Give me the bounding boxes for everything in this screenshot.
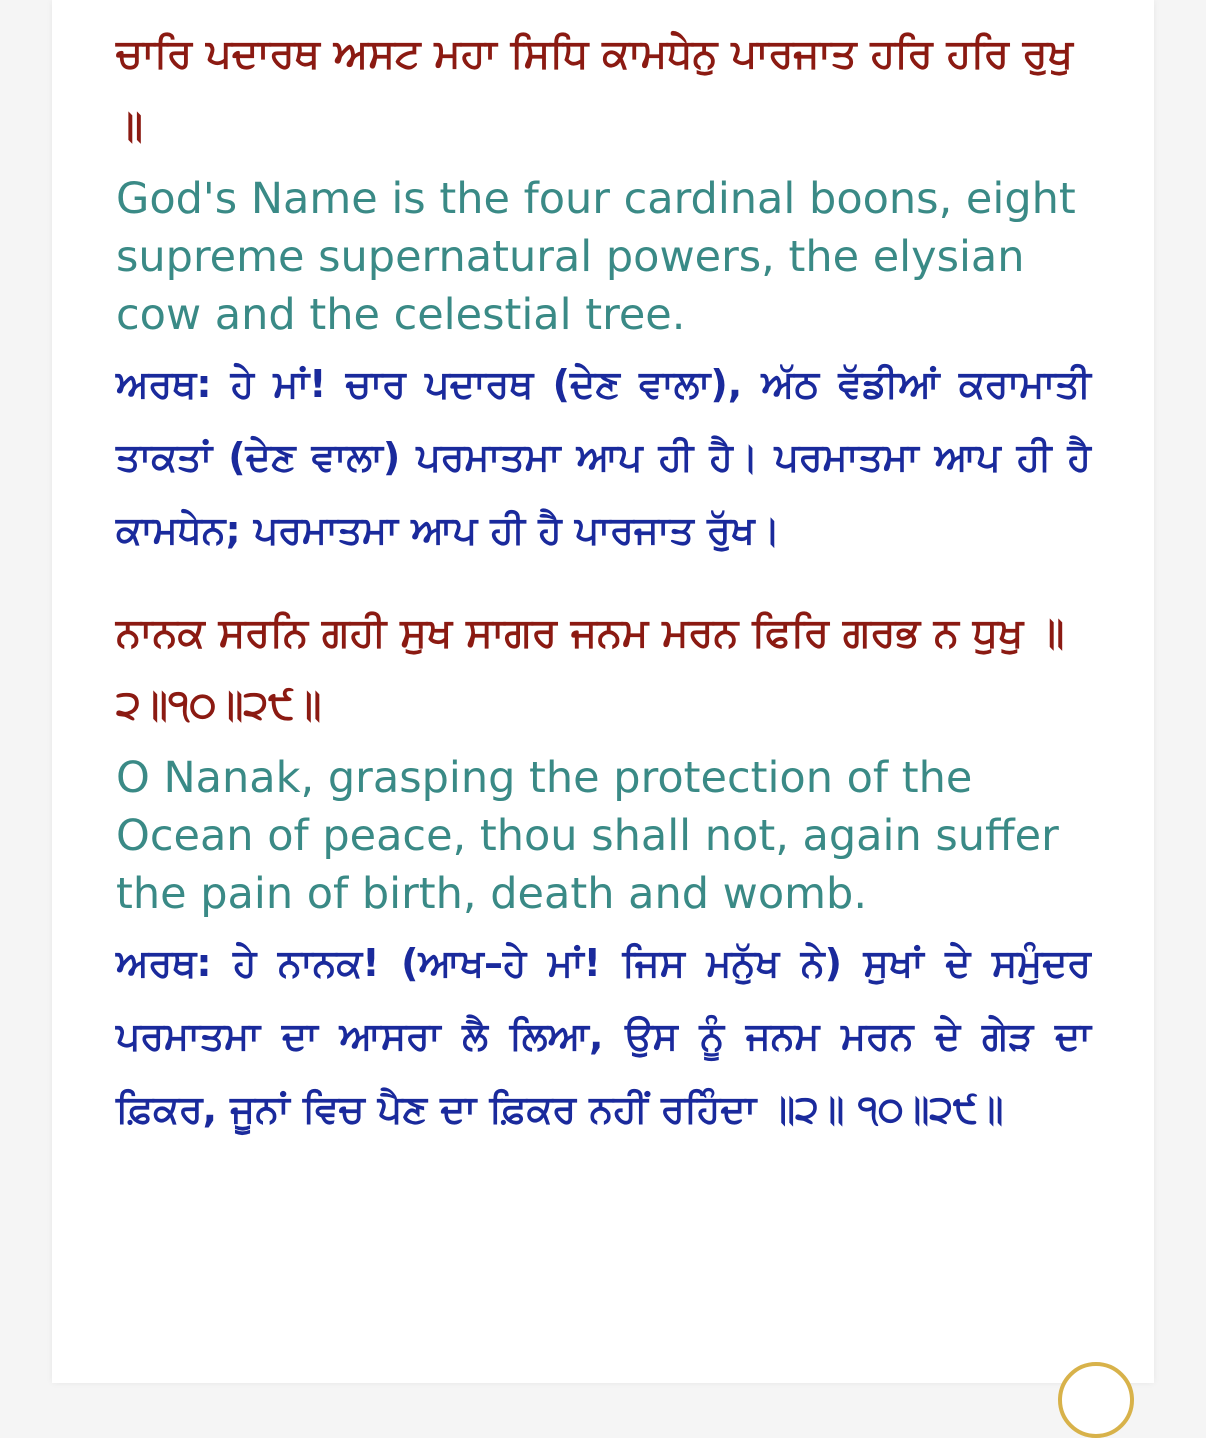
punjabi-meaning: ਅਰਥ: ਹੇ ਨਾਨਕ! (ਆਖ–ਹੇ ਮਾਂ! ਜਿਸ ਮਨੁੱਖ ਨੇ) ਸੁਖਾਂ ਦੇ ਸਮੁੰਦਰ ਪਰਮਾਤਮਾ ਦਾ ਆਸਰਾ ਲੈ ਲਿਆ, ਉਸ ਨੂੰ ਜਨਮ ਮਰਨ ਦੇ ਗੇੜ ਦਾ ਫ਼ਿਕਰ, ਜੂਨਾਂ ਵਿਚ ਪੈਣ ਦਾ ਫ਼ਿਕਰ ਨਹੀਂ ਰਹਿੰਦਾ ॥੨॥ ੧੦॥੨੯॥ xyxy=(116,941,1091,1131)
shabad-content xyxy=(116,18,1091,1146)
punjabi-meaning: ਅਰਥ: ਹੇ ਮਾਂ! ਚਾਰ ਪਦਾਰਥ (ਦੇਣ ਵਾਲਾ), ਅੱਠ ਵੱਡੀਆਂ ਕਰਾਮਾਤੀ ਤਾਕਤਾਂ (ਦੇਣ ਵਾਲਾ) ਪਰਮਾਤਮਾ ਆਪ ਹੀ ਹੈ। ਪਰਮਾਤਮਾ ਆਪ ਹੀ ਹੈ ਕਾਮਧੇਨ; ਪਰਮਾਤਮਾ ਆਪ ਹੀ ਹੈ ਪਾਰਜਾਤ ਰੁੱਖ। xyxy=(116,362,1091,552)
english-translation: God's Name is the four cardinal boons, eight supreme supernatural powers, the elysian cow and the celestial tree. xyxy=(116,174,1076,340)
gurbani-line: ਨਾਨਕ ਸਰਨਿ ਗਹੀ ਸੁਖ ਸਾਗਰ ਜਨਮ ਮਰਨ ਫਿਰਿ ਗਰਭ ਨ ਧੁਖੁ ॥੨॥੧੦॥੨੯॥ xyxy=(116,610,1065,728)
shabad-card xyxy=(52,0,1154,1383)
english-translation: O Nanak, grasping the protection of the Ocean of peace, thou shall not, again suffer the pain of birth, death and womb. xyxy=(116,753,1059,919)
gurbani-line: ਚਾਰਿ ਪਦਾਰਥ ਅਸਟ ਮਹਾ ਸਿਧਿ ਕਾਮਧੇਨੁ ਪਾਰਜਾਤ ਹਰਿ ਹਰਿ ਰੁਖੁ ॥ xyxy=(116,31,1073,149)
verse-block xyxy=(116,18,1091,567)
verse-block xyxy=(116,597,1091,1146)
floating-action-button[interactable] xyxy=(1058,1362,1134,1438)
